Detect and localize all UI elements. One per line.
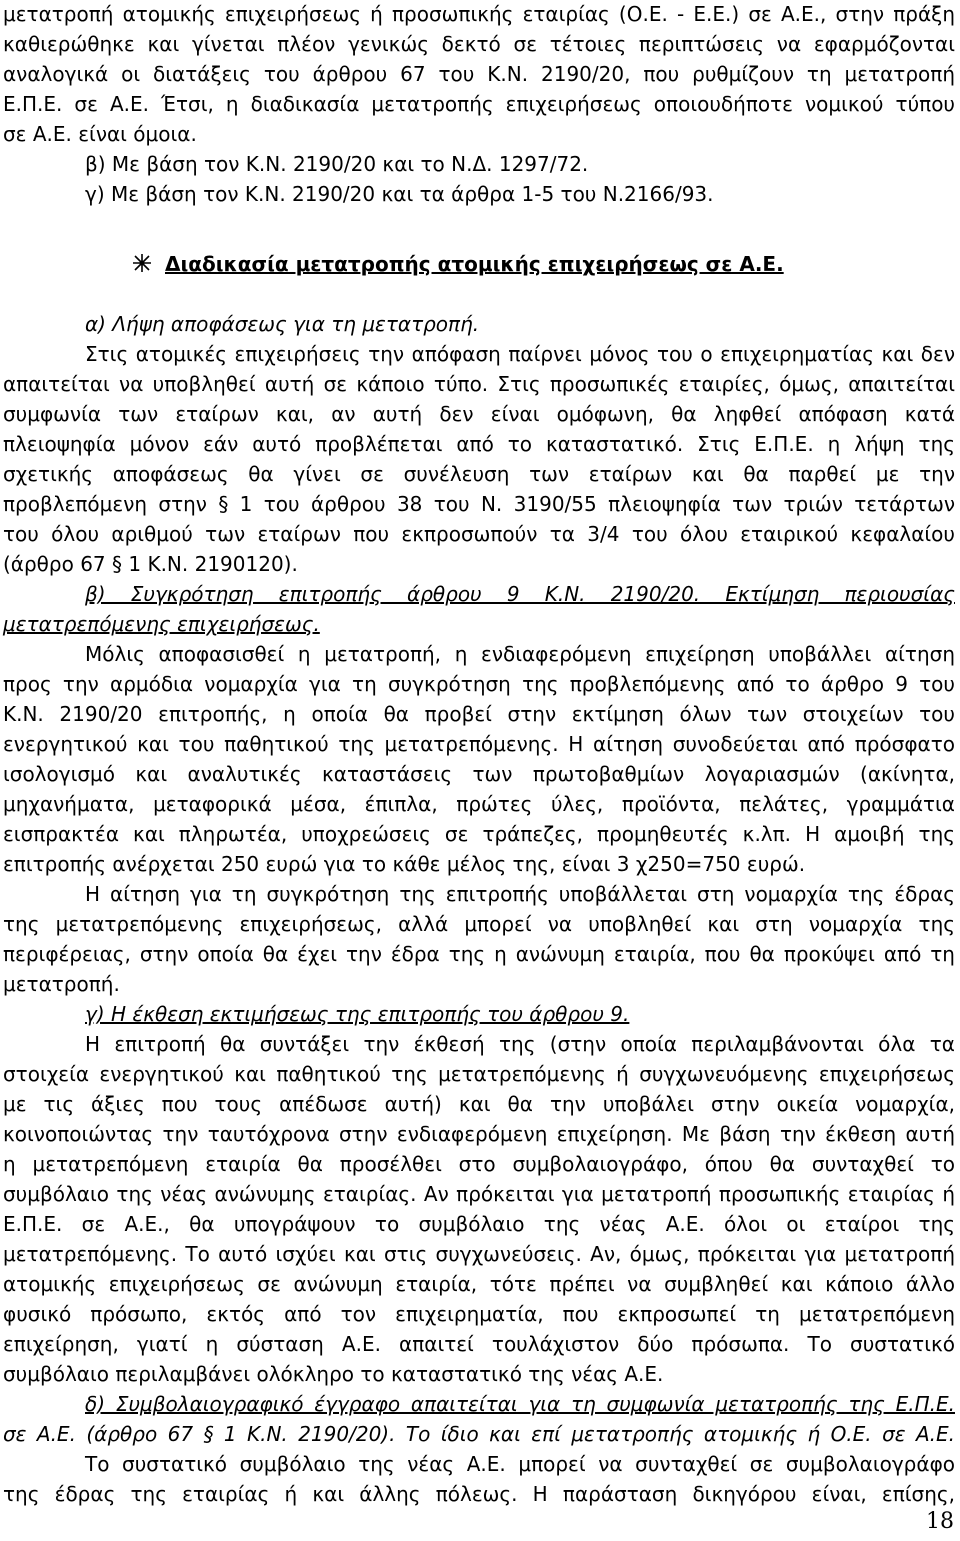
- subsection-d-heading: σε Α.Ε. (άρθρο 67 § 1 Κ.Ν. 2190/20). Το ίδιο και επί μετατροπής ατομικής ή Ο.Ε. σε Α.Ε.: [3, 1422, 955, 1446]
- text-line: συμβόλαιο περιλαμβάνει ολόκληρο το καταστατικό της νέας Α.Ε.: [3, 1362, 664, 1386]
- subsection-c-heading-text: γ) Η έκθεση εκτιμήσεως της επιτροπής του άρθρου 9.: [85, 1002, 630, 1026]
- subsection-d-heading-line: δ) Συμβολαιογραφικό έγγραφο απαιτείται για τη συμφωνία μετατροπής της Ε.Π.Ε.: [85, 1392, 955, 1416]
- text-line: φυσικό πρόσωπο, εκτός από τον επιχειρηματία, που εκπροσωπεί τη μετατρεπόμενη: [3, 1302, 955, 1326]
- text-line: Το συστατικό συμβόλαιο της νέας Α.Ε. μπορεί να συνταχθεί σε συμβολαιογράφο: [85, 1452, 955, 1476]
- page-number: 18: [926, 1509, 954, 1534]
- text-line: Κ.Ν. 2190/20 επιτροπής, η οποία θα προβεί στην εκτίμηση όλων των στοιχείων του: [3, 702, 955, 726]
- subsection-b-heading-line: μετατρεπόμενης επιχειρήσεως.: [3, 612, 320, 636]
- text-line: προβλεπόμενη στην § 1 του άρθρου 38 του Ν. 3190/55 πλειοψηφία των τριών τετάρτων: [3, 492, 955, 516]
- text-line: της έδρας της εταιρίας ή και άλλης πόλεως. Η παράσταση δικηγόρου είναι, επίσης,: [3, 1482, 955, 1506]
- text-line: σε Α.Ε. είναι όμοια.: [3, 122, 197, 146]
- asterisk-bullet-icon: [131, 252, 153, 274]
- text-line: κοινοποιώντας την ταυτόχρονα στην ενδιαφερόμενη επιχείρηση. Με βάση την έκθεση αυτή: [3, 1122, 955, 1146]
- subsection-c-heading: [3, 1000, 629, 1028]
- text-line: με τις άξιες που τους απέδωσε αυτή) και θα την υποβάλει στην οικεία νομαρχία,: [3, 1092, 955, 1116]
- text-line: σχετικής αποφάσεως θα γίνει σε συνέλευση των εταίρων και θα παρθεί με την: [3, 462, 955, 486]
- text-line: η μετατρεπόμενη εταιρία θα προσέλθει στο συμβολαιογράφο, όπου θα συνταχθεί το: [3, 1152, 955, 1176]
- text-line: στοιχεία ενεργητικού και παθητικού της μετατρεπόμενης ή συγχωνευόμενης επιχειρήσεως: [3, 1062, 955, 1086]
- text-line: μετατροπή ατομικής επιχειρήσεως ή προσωπικής εταιρίας (Ο.Ε. - Ε.Ε.) σε Α.Ε., στην πράξη: [3, 2, 955, 26]
- text-line: Η αίτηση για τη συγκρότηση της επιτροπής υποβάλλεται στη νομαρχία της έδρας: [85, 882, 955, 906]
- text-line: απαιτείται να υποβληθεί αυτή σε κάποιο τύπο. Στις προσωπικές εταιρίες, όμως, απαιτείται: [3, 372, 955, 396]
- text-line: μετατρεπόμενης. Το αυτό ισχύει και στις συγχωνεύσεις. Αν, όμως, πρόκειται για μετατροπή: [3, 1242, 955, 1266]
- text-line: αναλογικά οι διατάξεις του άρθρου 67 του Κ.Ν. 2190/20, που ρυθμίζουν τη μετατροπή: [3, 62, 955, 86]
- subsection-b-heading: [3, 580, 955, 608]
- text-line: συμβόλαιο της νέας ανώνυμης εταιρίας. Αν πρόκειται για μετατροπή προσωπικής εταιρίας ή: [3, 1182, 955, 1206]
- text-line: Η επιτροπή θα συντάξει την έκθεσή της (στην οποία περιλαμβάνονται όλα τα: [85, 1032, 955, 1056]
- text-line: επιχείρηση, γιατί η σύσταση Α.Ε. απαιτεί τουλάχιστον δύο πρόσωπα. Το συστατικό: [3, 1332, 955, 1356]
- text-line: Στις ατομικές επιχειρήσεις την απόφαση παίρνει μόνος του ο επιχειρηματίας και δεν: [85, 342, 955, 366]
- text-line: περιφέρειας, στην οποία θα έχει την έδρα της η ανώνυμη εταιρία, που θα προκύψει από τη: [3, 942, 955, 966]
- list-item: β) Με βάση τον Κ.Ν. 2190/20 και το Ν.Δ. 1297/72.: [85, 152, 589, 176]
- text-line: της μετατρεπόμενης επιχειρήσεως, αλλά μπορεί να υποβληθεί και στη νομαρχία της: [3, 912, 955, 936]
- text-line: μηχανήματα, μεταφορικά μέσα, έπιπλα, πρώτες ύλες, προϊόντα, πελάτες, γραμμάτια: [3, 792, 955, 816]
- text-line: εισπρακτέα και πληρωτέα, υποχρεώσεις σε τράπεζες, προμηθευτές κ.λπ. Η αμοιβή της: [3, 822, 955, 846]
- text-line: (άρθρο 67 § 1 Κ.Ν. 2190120).: [3, 552, 298, 576]
- text-line: συμφωνία των εταίρων και, αν αυτή δεν είναι ομόφωνη, θα ληφθεί απόφαση κατά: [3, 402, 955, 426]
- subsection-d-heading: [3, 1390, 955, 1418]
- text-line: μετατροπή.: [3, 972, 120, 996]
- text-line: πλειοψηφία μόνον εάν αυτό προβλέπεται από το καταστατικό. Στις Ε.Π.Ε. η λήψη της: [3, 432, 955, 456]
- text-line: Ε.Π.Ε. σε Α.Ε., θα υπογράψουν το συμβόλαιο της νέας Α.Ε. όλοι οι εταίροι της: [3, 1212, 955, 1236]
- text-line: ενεργητικού και του παθητικού της μετατρεπόμενης. Η αίτηση συνοδεύεται από πρόσφατο: [3, 732, 955, 756]
- text-line: προς την αρμόδια νομαρχία για τη συγκρότηση της προβλεπόμενης από το άρθρο 9 του: [3, 672, 955, 696]
- text-line: ισολογισμό και αναλυτικές καταστάσεις των πρωτοβαθμίων λογαριασμών (ακίνητα,: [3, 762, 955, 786]
- text-line: ατομικής επιχειρήσεως σε ανώνυμη εταιρία, τότε πρέπει να συμβληθεί και κάποιο άλλο: [3, 1272, 955, 1296]
- text-line: Ε.Π.Ε. σε Α.Ε. Έτσι, η διαδικασία μετατροπής επιχειρήσεως οποιουδήποτε νομικού τύπου: [3, 92, 955, 116]
- subsection-b-heading: [3, 610, 320, 638]
- text-line: καθιερώθηκε και γίνεται πλέον γενικώς δεκτό σε τέτοιες περιπτώσεις να εφαρμόζονται: [3, 32, 955, 56]
- list-item: γ) Με βάση τον Κ.Ν. 2190/20 και τα άρθρα 1-5 του Ν.2166/93.: [85, 182, 714, 206]
- text-line: του όλου αριθμού των εταίρων που εκπροσωπούν τα 3/4 του όλου εταιρικού κεφαλαίου: [3, 522, 955, 546]
- text-line: Μόλις αποφασισθεί η μετατροπή, η ενδιαφερόμενη επιχείρηση υποβάλλει αίτηση: [85, 642, 955, 666]
- section-heading: [131, 250, 784, 278]
- subsection-b-heading-line: β) Συγκρότηση επιτροπής άρθρου 9 Κ.Ν. 2190/20. Εκτίμηση περιουσίας: [85, 582, 955, 606]
- text-line: επιτροπής ανέρχεται 250 ευρώ για το κάθε μέλος της, είναι 3 χ250=750 ευρώ.: [3, 852, 806, 876]
- section-heading-text: Διαδικασία μετατροπής ατομικής επιχειρήσεως σε Α.Ε.: [165, 252, 784, 276]
- subsection-a-heading: α) Λήψη αποφάσεως για τη μετατροπή.: [85, 312, 480, 336]
